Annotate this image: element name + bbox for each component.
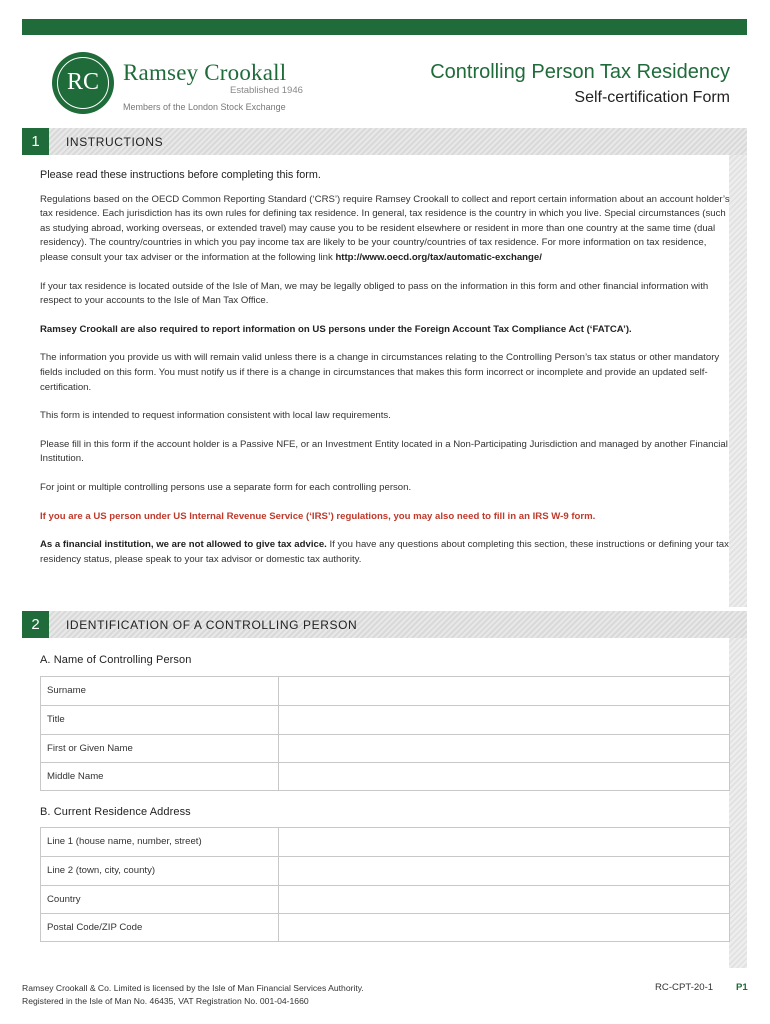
middle-name-input[interactable] [279, 763, 729, 790]
footer-legal [22, 982, 364, 1007]
part-b-heading: B. Current Residence Address [40, 806, 191, 818]
instructions-validity-paragraph: The information you provide us with will remain valid unless there is a change in circumstances relating to the Controlling Person’s tax status or other mandatory fields included on this form. You must notify us if there is a change in circumstances that makes this form incorrect or incomplete and provide an updated self-certification. [40, 352, 720, 393]
country-input[interactable] [279, 886, 729, 913]
surname-input[interactable] [279, 677, 729, 705]
section-2-side-hatch [729, 638, 747, 968]
irs-warning-text: If you are a US person under US Internal Revenue Service (‘IRS’) regulations, you may also need to fill in an IRS W-9 form. [40, 510, 596, 522]
instructions-crs-paragraph [40, 193, 730, 266]
section-1-title: INSTRUCTIONS [66, 135, 164, 149]
form-row-address-line1 [41, 828, 729, 856]
address-line1-label: Line 1 (house name, number, street) [41, 828, 279, 856]
form-row-address-line2 [41, 856, 729, 884]
instructions-local-law-paragraph: This form is intended to request information consistent with local law requirements. [40, 410, 391, 422]
part-a-heading: A. Name of Controlling Person [40, 654, 192, 666]
instructions-tax-advice-paragraph [40, 538, 730, 567]
section-1-number: 1 [22, 128, 49, 155]
surname-label: Surname [41, 677, 279, 705]
form-row-country [41, 885, 729, 913]
instructions-passive-nfe-paragraph: Please fill in this form if the account holder is a Passive NFE, or an Investment Entity located in a Non-Participating Jurisdiction and managed by another Financial Institution. [40, 438, 728, 465]
instructions-tax-office-paragraph: If your tax residence is located outside of the Isle of Man, we may be legally obliged to pass on the information in this form and other financial information with respect to your accounts to the Isle of Man Tax Office. [40, 280, 709, 307]
title-label: Title [41, 706, 279, 733]
section-2-title: IDENTIFICATION OF A CONTROLLING PERSON [66, 618, 358, 632]
footer-license-line: Ramsey Crookall & Co. Limited is licensed by the Isle of Man Financial Services Authority. [22, 983, 364, 993]
name-fields-table [40, 676, 730, 791]
address-line1-input[interactable] [279, 828, 729, 856]
logo-company-name: Ramsey Crookall [123, 60, 287, 85]
middle-name-label: Middle Name [41, 763, 279, 790]
instructions-joint-paragraph: For joint or multiple controlling persons use a separate form for each controlling person. [40, 481, 412, 493]
section-1-side-hatch [729, 155, 747, 607]
instructions-lead: Please read these instructions before completing this form. [40, 169, 321, 181]
logo-established: Established 1946 [230, 85, 303, 96]
section-1-header [22, 128, 747, 155]
logo-members-tagline: Members of the London Stock Exchange [123, 102, 286, 112]
form-row-postal-code [41, 913, 729, 941]
first-name-input[interactable] [279, 735, 729, 762]
form-row-first-name [41, 734, 729, 762]
fatca-text: Ramsey Crookall are also required to report information on US persons under the Foreign Account Tax Compliance Act (‘FATCA’). [40, 323, 632, 335]
first-name-label: First or Given Name [41, 735, 279, 762]
section-2-header [22, 611, 747, 638]
country-label: Country [41, 886, 279, 913]
company-logo [52, 50, 303, 116]
title-input[interactable] [279, 706, 729, 733]
form-title: Controlling Person Tax Residency [430, 61, 730, 83]
footer-page-number: P1 [736, 982, 748, 993]
top-brand-bar [22, 19, 747, 35]
oecd-link[interactable]: http://www.oecd.org/tax/automatic-exchange/ [335, 251, 542, 263]
section-2-number: 2 [22, 611, 49, 638]
form-row-title [41, 705, 729, 733]
address-fields-table [40, 827, 730, 942]
crs-text: Regulations based on the OECD Common Reporting Standard (‘CRS’) require Ramsey Crookall to collect and report certain information about an account holder’s tax residence. Each jurisdiction has its own rules for defining tax residence. In general, tax residence is the country in which you live. Special circumstances (such as studying abroad, working overseas, or extended travel) may cause you to be resident elsewhere or resident in more than one country at the same time (dual residency). The country/countries in which you pay income tax are likely to be your country/countries of tax residence. For more information on tax residence, please consult your tax adviser or the information at the following link [40, 193, 730, 263]
footer-form-code: RC-CPT-20-1 [655, 982, 714, 993]
logo-monogram: RC [57, 57, 109, 109]
footer-registration-line: Registered in the Isle of Man No. 46435, VAT Registration No. 001-04-1660 [22, 995, 309, 1006]
instructions-body [40, 168, 730, 567]
form-subtitle: Self-certification Form [574, 89, 730, 106]
form-row-surname [41, 677, 729, 705]
logo-emblem [52, 52, 114, 114]
tax-advice-bold: As a financial institution, we are not allowed to give tax advice. [40, 539, 327, 551]
address-line2-input[interactable] [279, 857, 729, 884]
instructions-fatca-paragraph [40, 323, 730, 338]
instructions-irs-paragraph [40, 510, 730, 525]
form-row-middle-name [41, 762, 729, 790]
tax-advice-rest: If you have any questions about completing this section, these instructions or defining your tax residency status, please speak to your tax advisor or domestic tax authority. [40, 539, 729, 565]
postal-code-input[interactable] [279, 914, 729, 941]
postal-code-label: Postal Code/ZIP Code [41, 914, 279, 941]
address-line2-label: Line 2 (town, city, county) [41, 857, 279, 884]
